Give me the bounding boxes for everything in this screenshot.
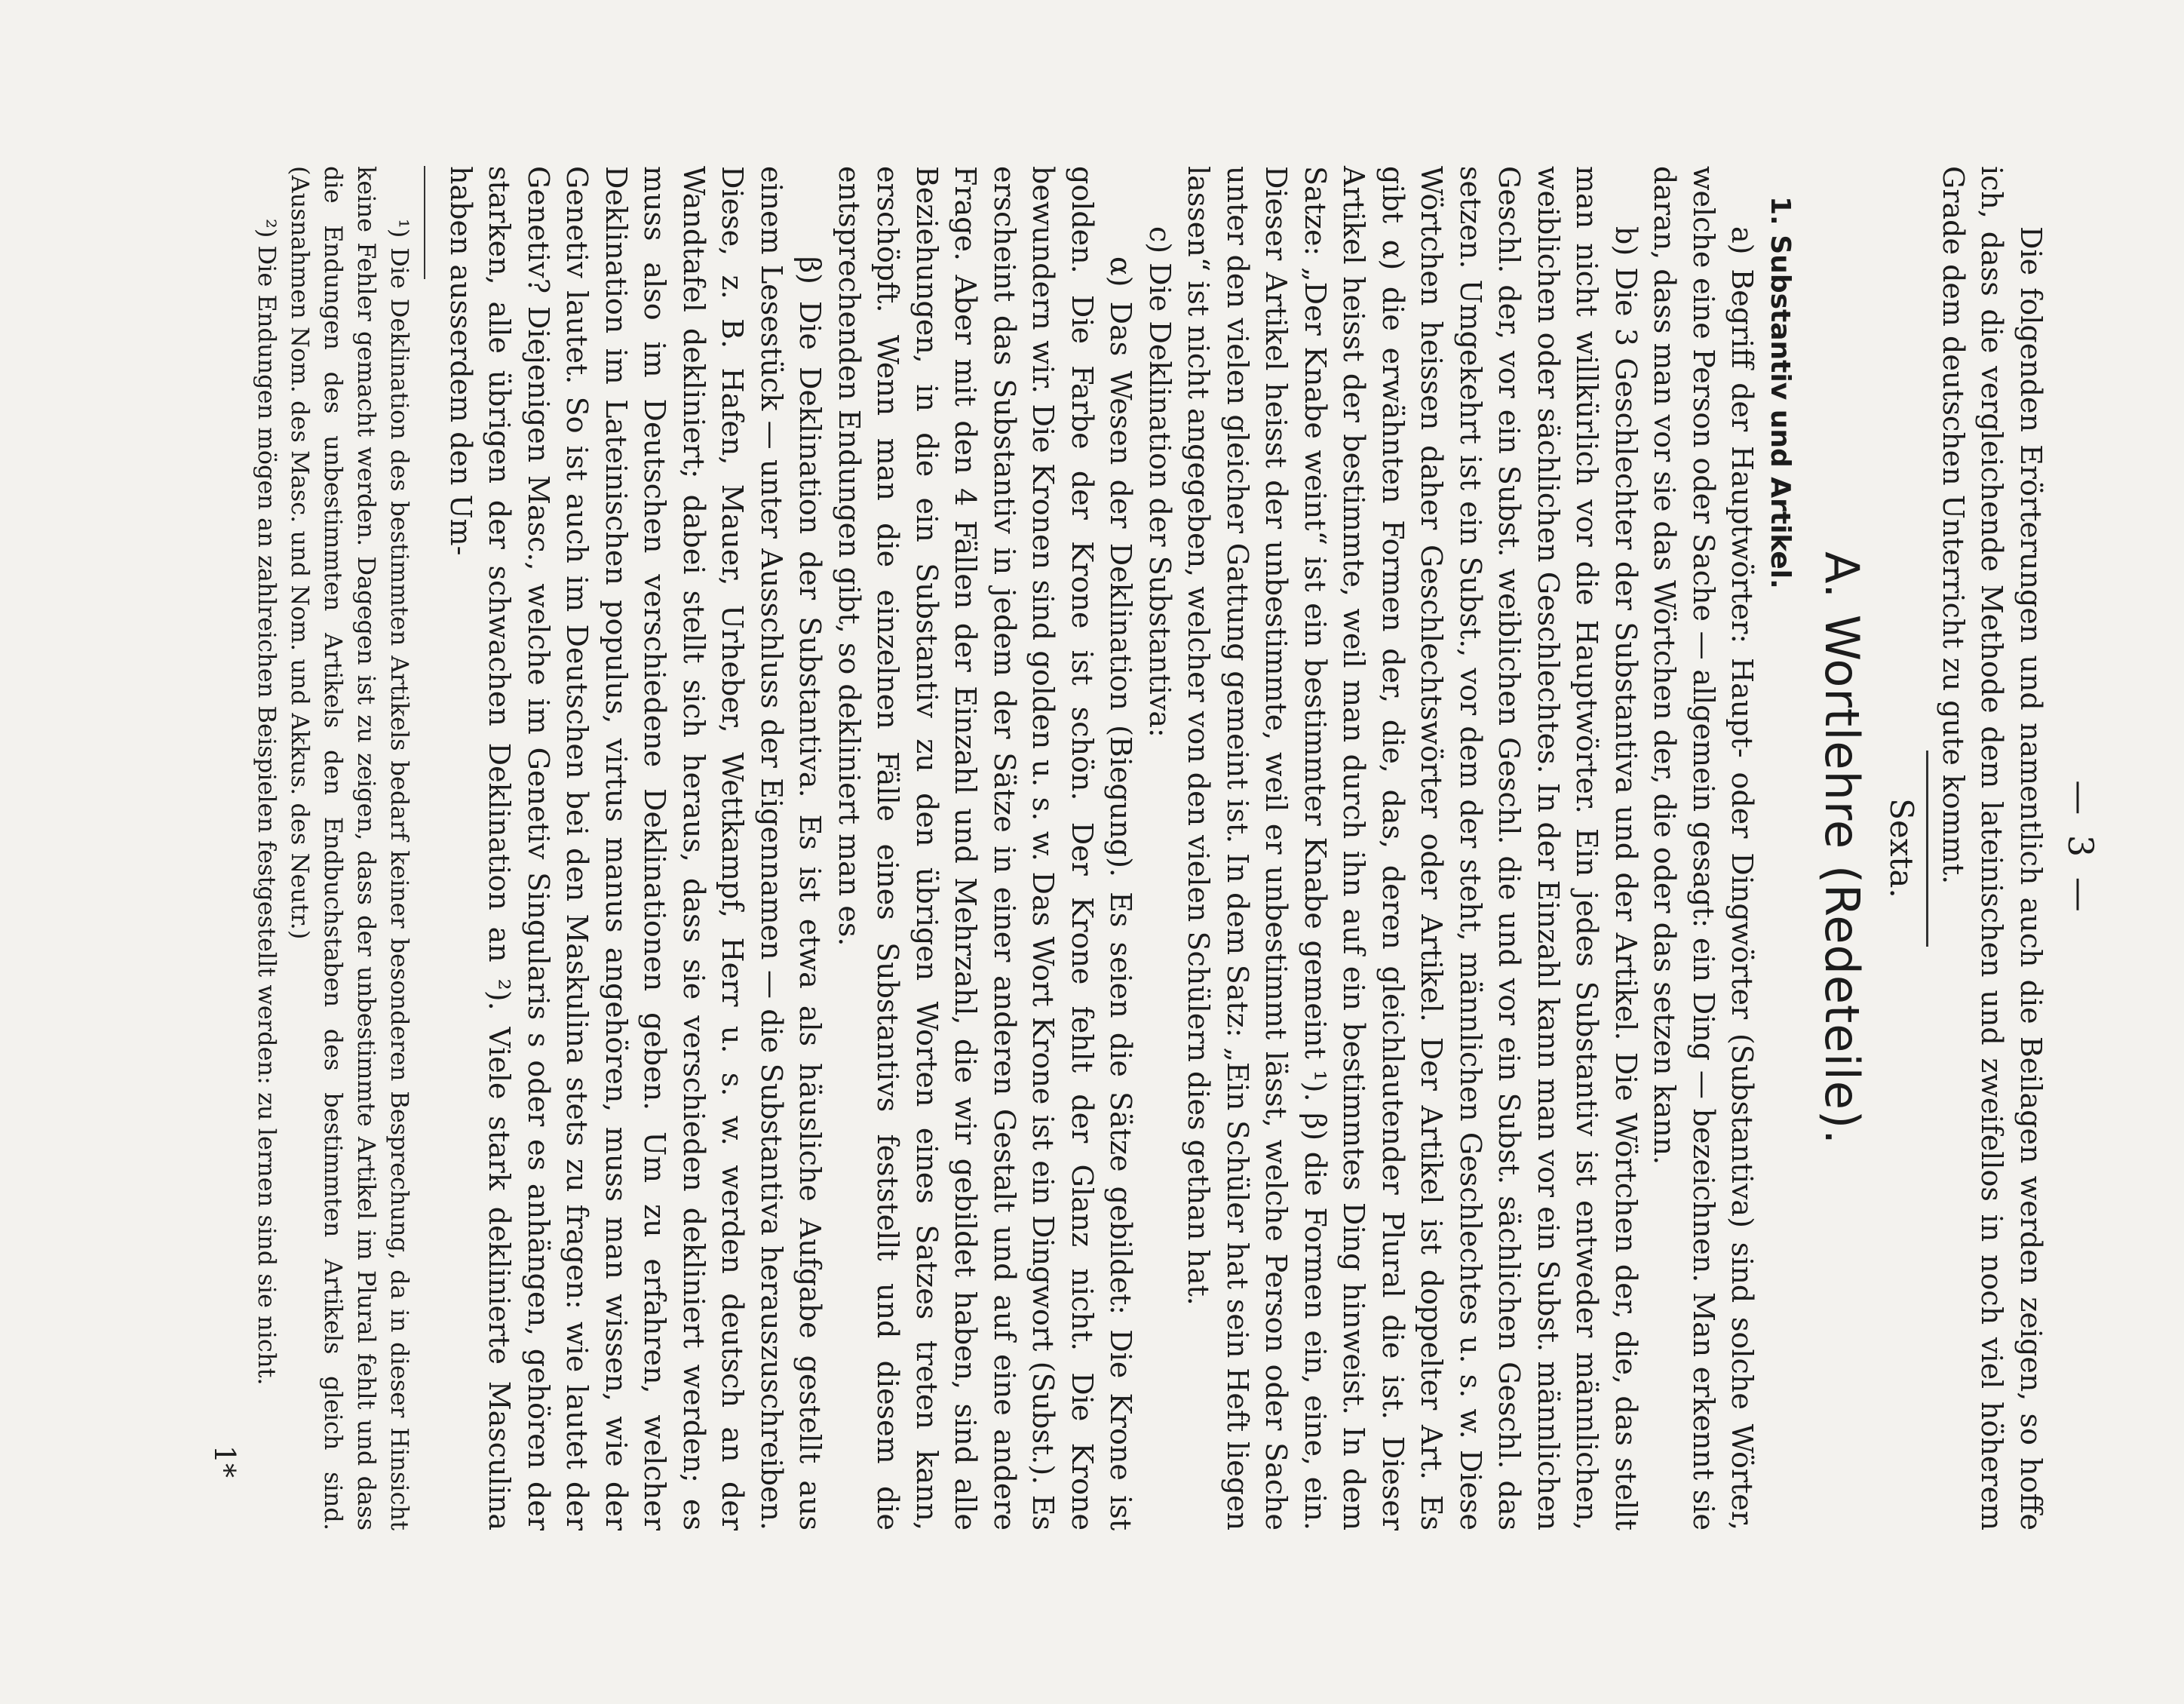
paragraph-c: c) Die Deklination der Substantiva: [1143,226,1176,738]
paragraph-beta: β) Die Deklination der Substantiva. Es ist etwa als häusliche Aufgabe gestellt aus einem Lesestück — unter Ausschluss der Eigennamen — die Substantiva herauszuschreiben. Diese, z. B. Hafen, Mauer, Urheber, Wettkampf, Herr u. s. w. werden deutsch an der Wandtafel dekliniert; dabei stellt sich heraus, dass sie verschieden dekliniert werden; es muss also im Deutschen verschiedene Deklinationen geben. Um zu erfahren, welcher Deklination im Lateinischen populus, virtus manus angehören, muss man wissen, wie der Genetiv lautet. So ist auch im Deutschen bei den Maskulina stets zu fragen: wie lautet der Genetiv? Diejenigen Masc., welche im Genetiv Singularis s oder es anhängen, gehören der starken, alle übrigen der schwachen Deklination an ²). Viele stark deklinierte Masculina haben ausserdem den Um- [444,166,827,1531]
footnote-1: ¹) Die Deklination des bestimmten Artikels bedarf keiner besonderen Besprechung, da in dieser Hinsicht keine Fehler gemacht werden. Dagegen ist zu zeigen, dass der unbestimmte Artikel im Plural fehlt und dass die Endungen des unbestimmten Artikels den Endbuchstaben des bestimmten Artikels gleich sind. (Ausnahmen Nom. des Masc. und Nom. und Akkus. des Neutr.) [286,166,415,1531]
intro-paragraph: Die folgenden Erörterungen und namentlich auch die Beilagen werden zeigen, so hoffe ich, dass die vergleichende Methode dem lateinischen und zweifellos in noch viel höherem Grade dem deutschen Unterricht zu gute kommt. [1937,166,2048,1531]
signature-mark: 1* [208,1445,242,1478]
page-content [209,166,2102,1531]
footnote-divider [425,166,426,279]
paragraph-alpha: α) Das Wesen der Deklination (Biegung). Es seien die Sätze gebildet: Die Krone ist golden. Die Farbe der Krone ist schön. Der Krone fehlt der Glanz nicht. Die Krone bewundern wir. Die Kronen sind golden u. s. w. Das Wort Krone ist ein Dingwort (Subst.). Es erscheint das Substantiv in jedem der Sätze in einer anderen Gestalt und auf eine andere Frage. Aber mit den 4 Fällen der Einzahl und Mehrzahl, die wir gebildet haben, sind alle Beziehungen, in die ein Substantiv zu den übrigen Worten eines Satzes treten kann, erschöpft. Wenn man die einzelnen Fälle eines Substantivs feststellt und diesem die entsprechenden Endungen gibt, so dekliniert man es. [833,166,1138,1531]
paragraph-a: a) Begriff der Hauptwörter: Haupt- oder Dingwörter (Substantiva) sind solche Wörter, welche eine Person oder Sache — allgemein gesagt: ein Ding — bezeichnen. Man erkennt sie daran, dass man vor sie das Wörtchen der, die oder das setzen kann. [1648,166,1759,1531]
paragraph-b: b) Die 3 Geschlechter der Substantiva und der Artikel. Die Wörtchen der, die, das stellt man nicht willkürlich vor die Hauptwörter. Ein jedes Substantiv ist entweder männlichen, weiblichen oder sächlichen Geschlechtes. In der Einzahl kann man vor ein Subst. männlichen Geschl. der, vor ein Subst. weiblichen Geschl. die und vor ein Subst. sächlichen Geschl. das setzen. Umgekehrt ist ein Subst., vor dem der steht, männlichen Geschlechtes u. s. w. Diese Wörtchen heissen daher Geschlechtswörter oder Artikel. Der Artikel ist doppelter Art. Es gibt α) die erwähnten Formen der, die, das, deren gleichlautender Plural die ist. Dieser Artikel heisst der bestimmte, weil man durch ihn auf ein bestimmtes Ding hinweist. In dem Satze: „Der Knabe weint“ ist ein bestimmter Knabe gemeint ¹). β) die Formen ein, eine, ein. Dieser Artikel heisst der unbestimmte, weil er unbestimmt lässt, welche Person oder Sache unter den vielen gleicher Gattung gemeint ist. In dem Satz: „Ein Schüler hat sein Heft liegen lassen“ ist nicht angegeben, welcher von den vielen Schülern dies gethan hat. [1182,166,1643,1531]
footnote-2: ²) Die Endungen mögen an zahlreichen Beispielen festgestellt werden: zu lernen sind sie nicht. [253,219,282,1386]
subsection-heading: 1. Substantiv und Artikel. [1765,196,1796,589]
page-number: — 3 — [2060,780,2101,916]
grade-heading: Sexta. [1883,798,1921,898]
section-divider [1927,751,1929,947]
section-title: A. Wortlehre (Redeteile). [1814,551,1870,1145]
